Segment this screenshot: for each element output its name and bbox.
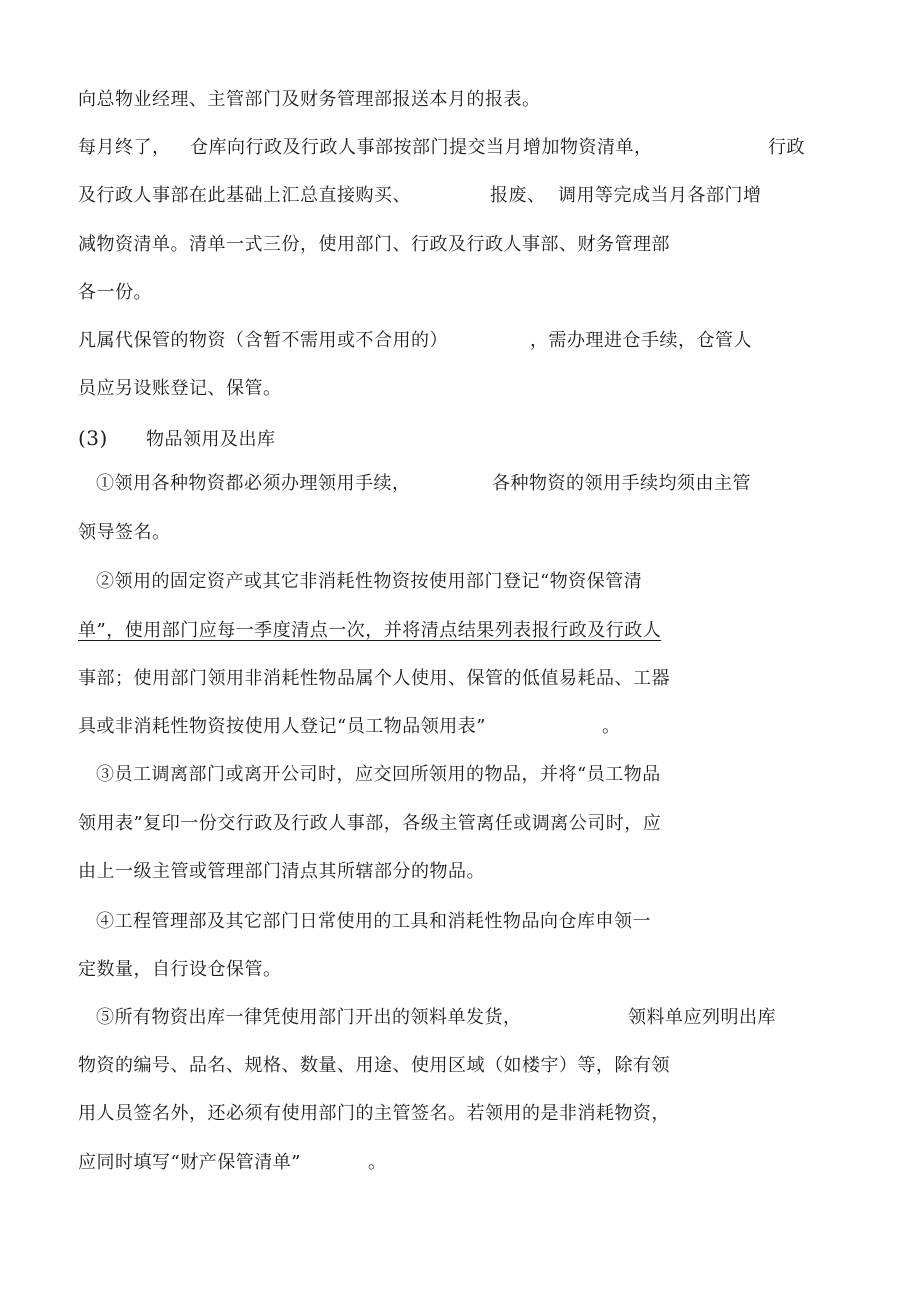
monthly-line-2b: 报废、 — [490, 185, 546, 206]
item-1-line-1b: 各种物资的领用手续均须由主管 — [492, 473, 751, 494]
item-2-line-3: 事部；使用部门领用非消耗性物品属个人使用、保管的低值易耗品、工器 — [78, 668, 670, 689]
item-1-line-1a: ①领用各种物资都必须办理领用手续， — [96, 473, 411, 494]
custody-line-1b: ，需办理进仓手续，仓管人 — [530, 330, 752, 351]
report-line: 向总物业经理、主管部门及财务管理部报送本月的报表。 — [78, 89, 541, 110]
section-number: (3) — [78, 426, 108, 450]
monthly-line-1c: 行政 — [768, 137, 805, 158]
monthly-line-4: 各一份。 — [78, 282, 152, 303]
monthly-line-1a: 每月终了， — [78, 137, 171, 158]
item-5-line-4a: 应同时填写“财产保管清单” — [78, 1152, 301, 1173]
item-5-line-2: 物资的编号、品名、规格、数量、用途、使用区域（如楼宇）等，除有领 — [78, 1055, 670, 1076]
item-1-line-2: 领导签名。 — [78, 522, 171, 543]
item-3-line-2: 领用表”复印一份交行政及行政人事部，各级主管离任或调离公司时，应 — [78, 813, 662, 834]
section-title: 物品领用及出库 — [146, 429, 276, 450]
monthly-line-1b: 仓库向行政及行政人事部按部门提交当月增加物资清单， — [190, 137, 653, 158]
item-5-line-1a: ⑤所有物资出库一律凭使用部门开出的领料单发货， — [96, 1007, 522, 1028]
monthly-line-2c: 调用等完成当月各部门增 — [558, 185, 762, 206]
item-5-line-4b: 。 — [368, 1152, 387, 1173]
monthly-line-2a: 及行政人事部在此基础上汇总直接购买、 — [78, 185, 411, 206]
custody-line-1a: 凡属代保管的物资（含暂不需用或不合用的） — [78, 330, 448, 351]
item-3-line-1: ③员工调离部门或离开公司时，应交回所领用的物品，并将“员工物品 — [96, 764, 661, 785]
item-5-line-3: 用人员签名外，还必须有使用部门的主管签名。若领用的是非消耗物资， — [78, 1103, 670, 1124]
item-4-line-1: ④工程管理部及其它部门日常使用的工具和消耗性物品向仓库申领一 — [96, 911, 651, 932]
monthly-line-3: 减物资清单。清单一式三份，使用部门、行政及行政人事部、财务管理部 — [78, 234, 670, 255]
item-2-line-2: 单”，使用部门应每一季度清点一次，并将清点结果列表报行政及行政人 — [78, 620, 662, 641]
item-2-line-4b: 。 — [602, 716, 621, 737]
item-3-line-3: 由上一级主管或管理部门清点其所辖部分的物品。 — [78, 861, 485, 882]
item-5-line-1b: 领料单应列明出库 — [628, 1007, 776, 1028]
item-4-line-2: 定数量，自行设仓保管。 — [78, 959, 282, 980]
item-2-line-1: ②领用的固定资产或其它非消耗性物资按使用部门登记“物资保管清 — [96, 571, 643, 592]
item-2-line-4a: 具或非消耗性物资按使用人登记“员工物品领用表” — [78, 716, 486, 737]
custody-line-2: 员应另设账登记、保管。 — [78, 378, 282, 399]
